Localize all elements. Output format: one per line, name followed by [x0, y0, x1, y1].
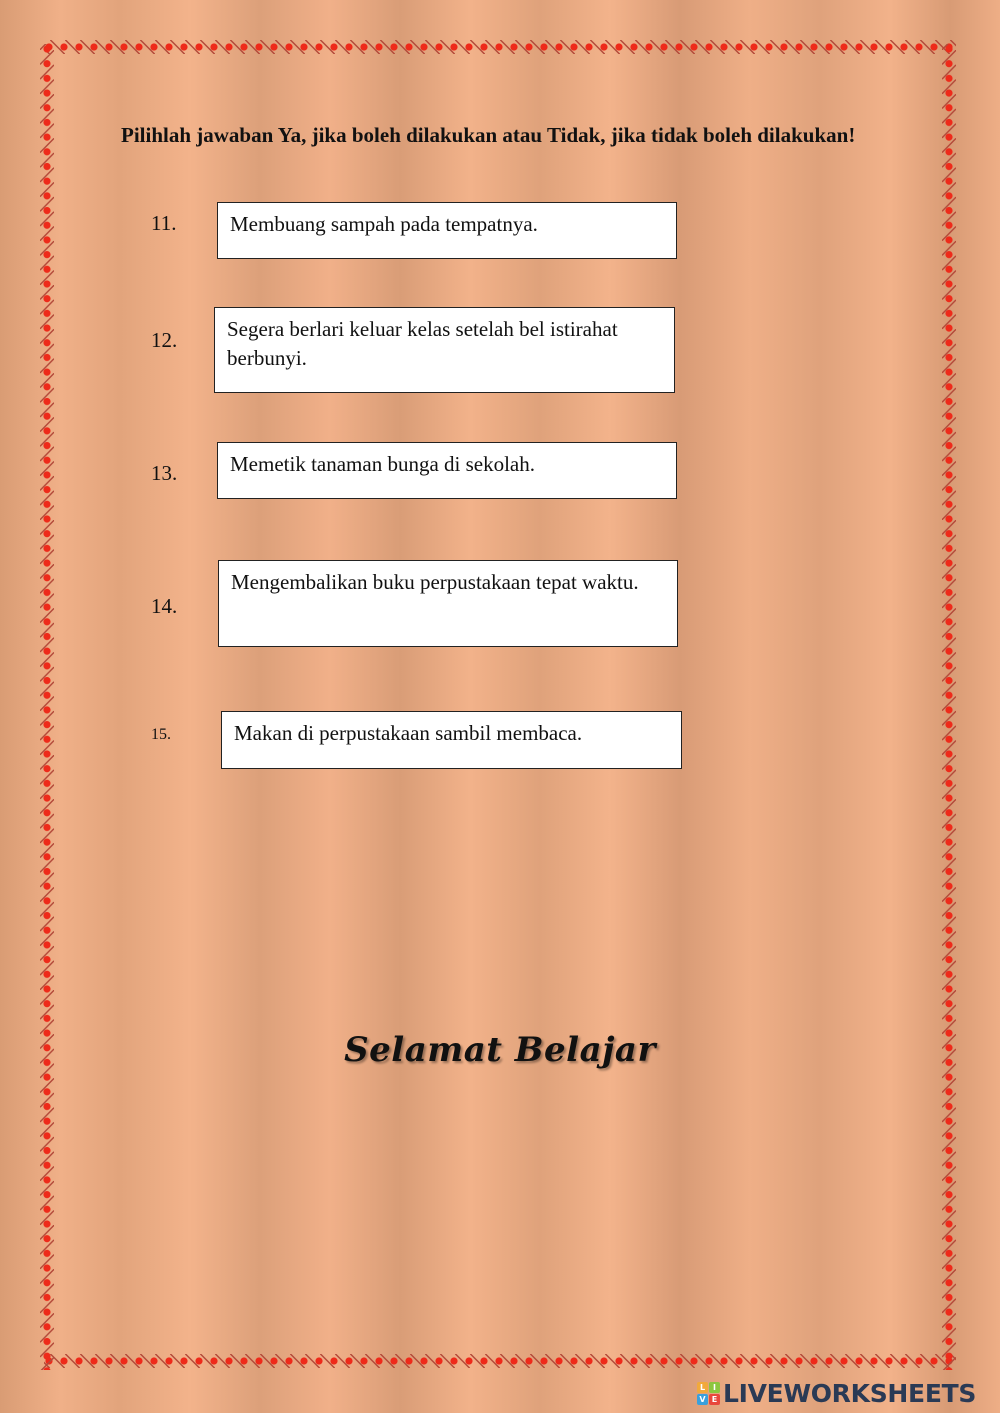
question-number-13: 13. — [151, 461, 178, 485]
answer-box-14[interactable]: Mengembalikan buku perpustakaan tepat waktu. — [218, 560, 678, 647]
liveworksheets-brand: LIVEWORKSHEETS — [723, 1378, 977, 1408]
answer-box-13[interactable]: Memetik tanaman bunga di sekolah. — [217, 442, 677, 499]
question-number-15: 15. — [151, 726, 171, 743]
decorative-border-top — [44, 40, 956, 54]
question-number-11: 11. — [151, 211, 177, 235]
question-number-14: 14. — [151, 594, 178, 618]
instruction-text: Pilihlah jawaban Ya, jika boleh dilakukan atau Tidak, jika tidak boleh dilakukan! — [121, 123, 856, 147]
decorative-border-bottom — [44, 1354, 956, 1368]
answer-box-11[interactable]: Membuang sampah pada tempatnya. — [217, 202, 677, 259]
answer-box-12[interactable]: Segera berlari keluar kelas setelah bel istirahat berbunyi. — [214, 307, 675, 393]
answer-box-15[interactable]: Makan di perpustakaan sambil membaca. — [221, 711, 682, 769]
decorative-border-left — [40, 44, 54, 1370]
closing-greeting: Selamat Belajar — [344, 1030, 656, 1070]
liveworksheets-logo — [697, 1378, 976, 1408]
liveworksheets-logo-icon: L I V E — [697, 1382, 720, 1405]
decorative-border-right — [942, 44, 956, 1370]
question-number-12: 12. — [151, 328, 178, 352]
